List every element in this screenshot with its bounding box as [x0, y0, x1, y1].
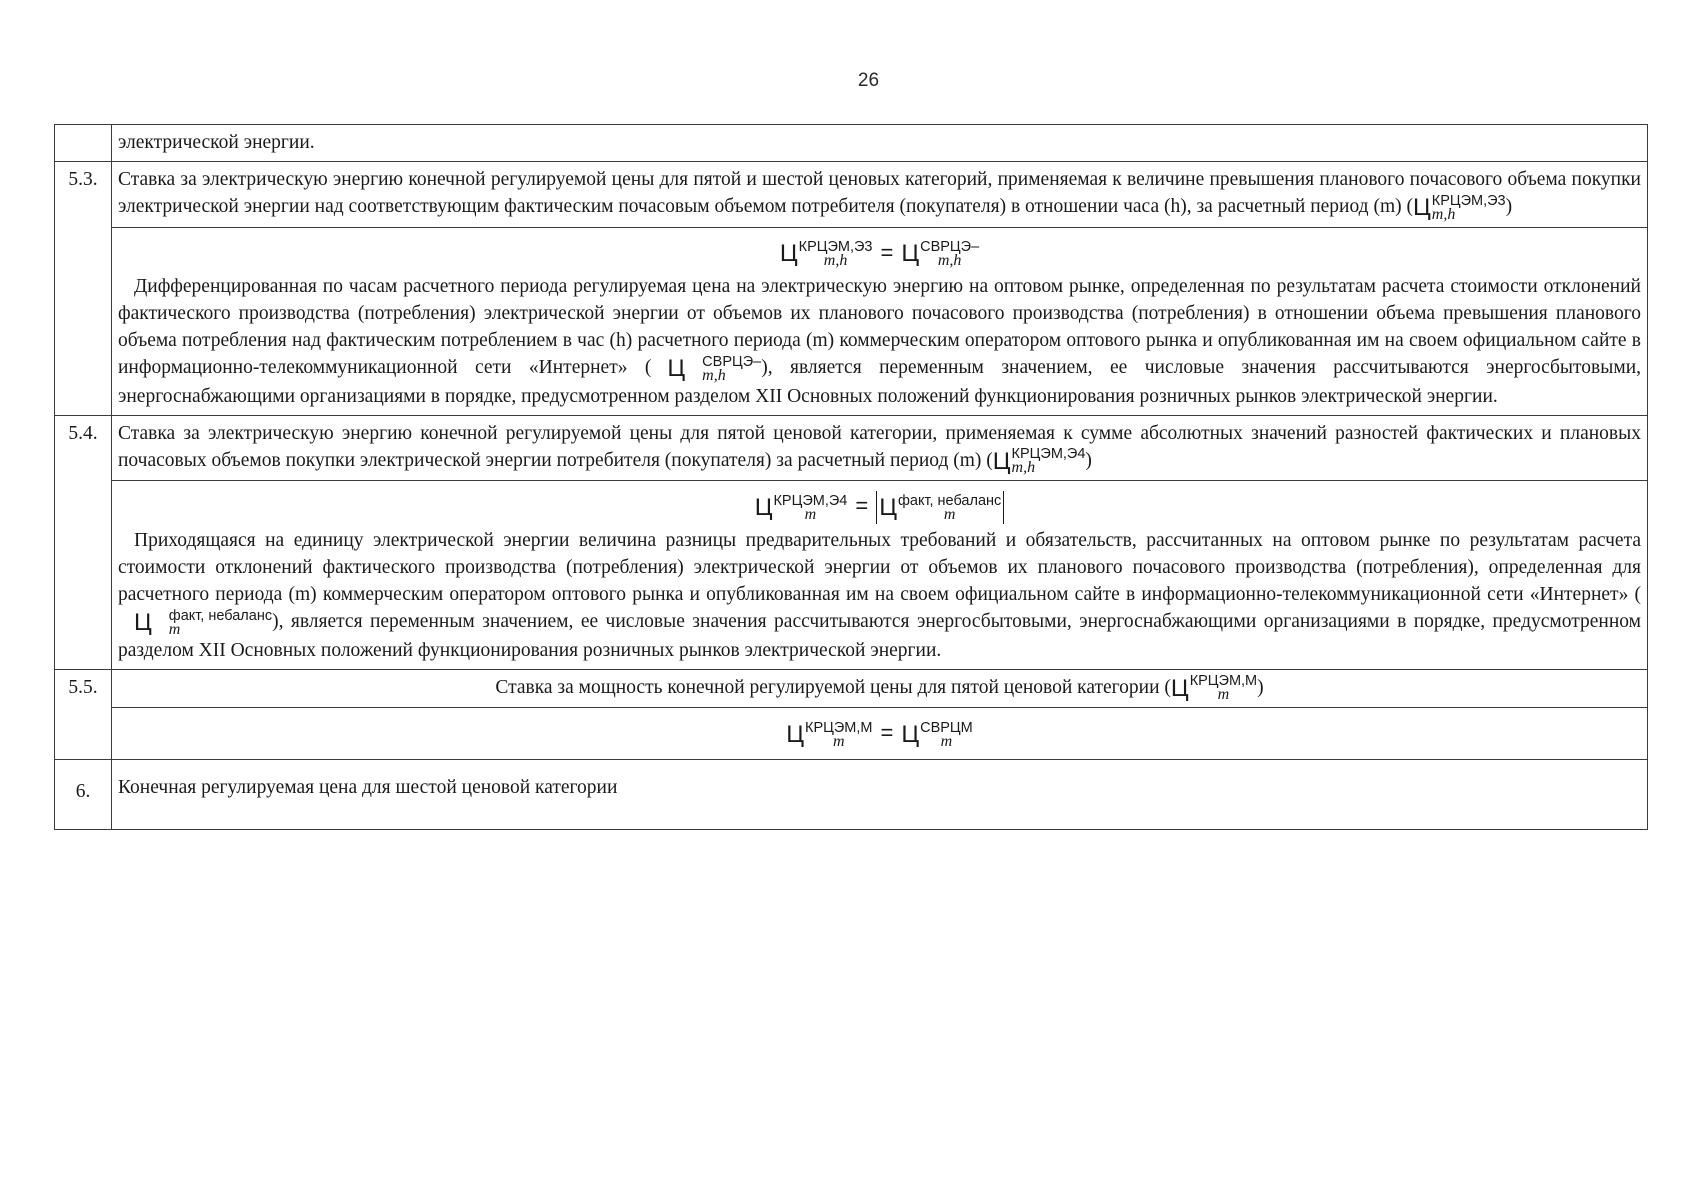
table-row	[55, 227, 1648, 415]
price-symbol: Ц КРЦЭМ,Э4 m,h	[992, 446, 1086, 477]
row-formula-cell	[112, 708, 1648, 760]
row-title: Ставка за мощность конечной регулируемой цены для пятой ценовой категории (	[495, 676, 1171, 698]
row-number-cell	[55, 415, 112, 669]
formula: Ц КРЦЭМ,М m = Ц СВРЦМ m	[786, 719, 973, 750]
row-title-cell: Ставка за электрическую энергию конечной регулируемой цены для пятой ценовой категории, применяемая к сумме абсолютных значений разностей фактических и плановых почасовых объемов покупки электрической энергии потребителя (покупателя) за расчетный период (m) ( Ц КРЦЭМ,Э4 m,h )	[112, 415, 1648, 481]
price-symbol: Ц КРЦЭМ,Э3 m,h	[1413, 192, 1506, 223]
formula-description: Приходящаяся на единицу электрической энергии величина разницы предварительных требований и обязательств, рассчитанных на оптовом рынке по результатам расчета стоимости отклонений фактического производства (потребления) электрической энергии от объемов их планового почасового производства (потребления), определенная для расчетного периода (m) коммерческим оператором оптового рынка и опубликованная им на своем официальном сайте в информационно-телекоммуникационной сети «Интернет» ( Ц факт, небаланс m ), является переменным значением, ее числовые значения рассчитываются энергосбытовыми, энергоснабжающими организациями в порядке, предусмотренном разделом XII Основных положений функционирования розничных рынков электрической энергии.	[118, 530, 1641, 661]
absolute-value-bars: Ц факт, небаланс m	[876, 491, 1004, 524]
table-row	[55, 125, 1648, 162]
row-number-cell	[55, 759, 112, 829]
table-row	[55, 415, 1648, 481]
table-row	[55, 481, 1648, 669]
page-number: 26	[857, 70, 880, 91]
row-content-cell	[112, 759, 1648, 829]
formula: Ц КРЦЭМ,Э3 m,h = Ц СВРЦЭ– m,h	[779, 239, 980, 270]
row-title-cell: Ставка за электрическую энергию конечной регулируемой цены для пятой и шестой ценовых категорий, применяемая к величине превышения планового почасового объема покупки электрической энергии над соответствующим фактическим почасовым объемом потребителя (покупателя) в отношении часа (h), за расчетный период (m) ( Ц КРЦЭМ,Э3 m,h )	[112, 162, 1648, 228]
regulation-table	[54, 124, 1648, 830]
row-title: Ставка за электрическую энергию конечной регулируемой цены для пятой ценовой категории, применяемая к сумме абсолютных значений разностей фактических и плановых почасовых объемов покупки электрической энергии потребителя (покупателя) за расчетный период (m) (	[118, 422, 1641, 471]
row-number-cell	[55, 125, 112, 162]
row-number: 5.3.	[68, 169, 98, 190]
row-formula-cell	[112, 227, 1648, 415]
row-number: 5.4.	[68, 422, 98, 444]
table-row	[55, 162, 1648, 228]
row-text: электрической энергии.	[118, 132, 315, 153]
row-number-cell	[55, 669, 112, 759]
row-number-cell	[55, 162, 112, 416]
row-formula-cell	[112, 481, 1648, 669]
formula: Ц КРЦЭМ,Э4 m = Ц факт, небаланс m	[118, 489, 1641, 525]
table-row	[55, 669, 1648, 708]
row-text: Конечная регулируемая цена для шестой ценовой категории	[118, 776, 618, 798]
table-row	[55, 708, 1648, 760]
table-row	[55, 759, 1648, 829]
price-symbol: Ц КРЦЭМ,М m	[1170, 673, 1258, 704]
row-number: 6.	[75, 780, 91, 802]
row-content-cell	[112, 125, 1648, 162]
row-title: Ставка за электрическую энергию конечной регулируемой цены для пятой и шестой ценовых категорий, применяемая к величине превышения планового почасового объема покупки электрической энергии над соответствующим фактическим почасовым объемом потребителя (покупателя) в отношении часа (h), за расчетный период (m) (	[118, 169, 1641, 217]
row-title-cell: Ставка за мощность конечной регулируемой цены для пятой ценовой категории ( Ц КРЦЭМ,М m )	[112, 669, 1648, 708]
formula-description: Дифференцированная по часам расчетного периода регулируемая цена на электрическую энергию на оптовом рынке, определенная по результатам расчета стоимости отклонений фактического производства (потребления) электрической энергии от объемов их планового почасового производства (потребления) в отношении объема превышения планового объема потребления над фактическим потреблением в час (h) расчетного периода (m) коммерческим оператором оптового рынка и опубликованная им на своем официальном сайте в информационно-телекоммуникационной сети «Интернет» ( Ц СВРЦЭ– m,h ), является переменным значением, ее числовые значения рассчитываются энергосбытовыми, энергоснабжающими организациями в порядке, предусмотренном разделом XII Основных положений функционирования розничных рынков электрической энергии.	[118, 276, 1641, 407]
row-number: 5.5.	[68, 676, 98, 698]
